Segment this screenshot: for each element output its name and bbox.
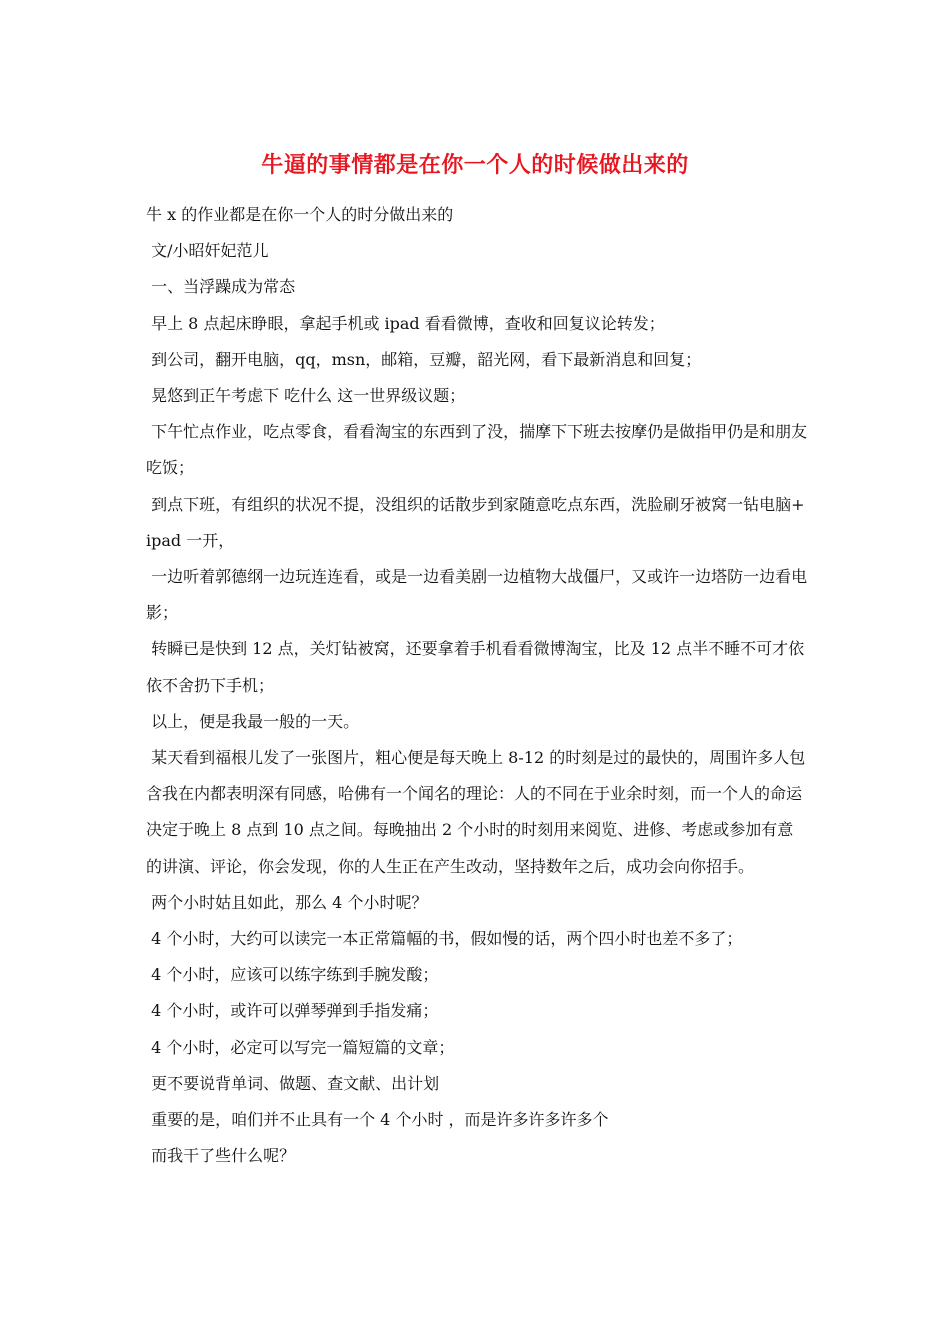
paragraph: 牛 x 的作业都是在你一个人的时分做出来的	[146, 205, 454, 224]
document-body	[146, 197, 808, 1174]
paragraph: 更不要说背单词、做题、查文献、出计划	[146, 1073, 440, 1093]
document-title: 牛逼的事情都是在你一个人的时候做出来的	[261, 153, 689, 178]
paragraph: 晃悠到正午考虑下 吃什么 这一世界级议题；	[146, 386, 466, 406]
paragraph: 到公司，翻开电脑，qq，msn，邮箱，豆瓣，韶光网，看下最新消息和回复；	[146, 349, 702, 369]
paragraph: 文/小昭奸妃范儿	[146, 241, 269, 261]
paragraph: 4 个小时，应该可以练字练到手腕发酸；	[146, 965, 439, 985]
paragraph: 以上，便是我最一般的一天。	[146, 711, 360, 731]
paragraph: 而我干了些什么呢？	[146, 1146, 296, 1166]
paragraph: 到点下班，有组织的状况不提，没组织的话散步到家随意吃点东西，洗脸刷牙被窝一钻电脑+ipad 一开，	[146, 494, 805, 550]
paragraph: 两个小时姑且如此，那么 4 个小时呢？	[146, 892, 428, 912]
paragraph: 4 个小时，大约可以读完一本正常篇幅的书，假如慢的话，两个四小时也差不多了；	[146, 929, 743, 949]
paragraph: 转瞬已是快到 12 点，关灯钻被窝，还要拿着手机看看微博淘宝，比及 12 点半不睡不可才依依不舍扔下手机；	[146, 639, 805, 695]
paragraph: 早上 8 点起床睁眼，拿起手机或 ipad 看看微博，查收和回复议论转发；	[146, 313, 665, 333]
paragraph: 下午忙点作业，吃点零食，看看淘宝的东西到了没，揣摩下下班去按摩仍是做指甲仍是和朋友吃饭；	[146, 422, 808, 478]
paragraph: 一边听着郭德纲一边玩连连看，或是一边看美剧一边植物大战僵尸，又或许一边塔防一边看电影；	[146, 567, 808, 623]
paragraph: 重要的是，咱们并不止具有一个 4 个小时 ，而是许多许多许多个	[146, 1110, 609, 1130]
paragraph: 4 个小时，或许可以弹琴弹到手指发痛；	[146, 1001, 439, 1021]
paragraph: 4 个小时，必定可以写完一篇短篇的文章；	[146, 1037, 455, 1057]
paragraph: 某天看到福根儿发了一张图片，粗心便是每天晚上 8-12 的时刻是过的最快的，周围许多人包含我在内都表明深有同感，哈佛有一个闻名的理论：人的不同在于业余时刻，而一个人的命运决定于晚上 8 点到 10 点之间。每晚抽出 2 个小时的时刻用来阅览、进修、考虑或参加有意的讲演、评论，你会发现，你的人生正在产生改动，坚持数年之后，成功会向你招手。	[146, 748, 806, 876]
paragraph: 一、当浮躁成为常态	[146, 277, 296, 297]
